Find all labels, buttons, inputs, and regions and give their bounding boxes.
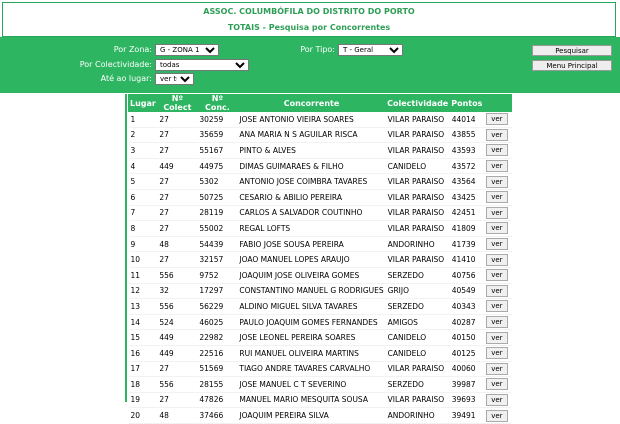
ver-button[interactable]: ver	[486, 144, 508, 156]
cell-n-conc: 30259	[197, 112, 237, 127]
cell-pontos: 43855	[450, 127, 484, 143]
cell-n-colect: 449	[157, 345, 197, 361]
cell-lugar: 14	[129, 314, 158, 330]
table-row	[129, 283, 513, 299]
cell-lugar: 4	[129, 158, 158, 174]
menu-principal-button[interactable]: Menu Principal	[532, 60, 612, 71]
ver-button[interactable]: ver	[486, 347, 508, 359]
cell-lugar: 15	[129, 330, 158, 346]
cell-action	[484, 345, 513, 361]
cell-colectividade: VILAR PARAISO	[386, 361, 450, 377]
cell-colectividade: VILAR PARAISO	[386, 392, 450, 408]
cell-colectividade: SERZEDO	[386, 299, 450, 315]
cell-colectividade: VILAR PARAISO	[386, 252, 450, 268]
cell-n-conc: 22982	[197, 330, 237, 346]
cell-lugar: 1	[129, 112, 158, 127]
cell-action	[484, 221, 513, 237]
cell-lugar: 7	[129, 205, 158, 221]
cell-action	[484, 158, 513, 174]
cell-n-conc: 28155	[197, 377, 237, 393]
results-table	[128, 94, 512, 424]
col-lugar: Lugar	[129, 94, 158, 112]
cell-lugar: 8	[129, 221, 158, 237]
cell-concorrente: JOAQUIM PEREIRA SILVA	[237, 408, 385, 424]
cell-n-colect: 27	[157, 252, 197, 268]
cell-n-colect: 27	[157, 189, 197, 205]
cell-colectividade: VILAR PARAISO	[386, 143, 450, 159]
cell-colectividade: VILAR PARAISO	[386, 174, 450, 190]
cell-concorrente: CONSTANTINO MANUEL G RODRIGUES	[237, 283, 385, 299]
cell-action	[484, 143, 513, 159]
cell-concorrente: CARLOS A SALVADOR COUTINHO	[237, 205, 385, 221]
cell-n-conc: 46025	[197, 314, 237, 330]
cell-n-conc: 28119	[197, 205, 237, 221]
cell-pontos: 40287	[450, 314, 484, 330]
cell-n-conc: 32157	[197, 252, 237, 268]
cell-pontos: 39491	[450, 408, 484, 424]
cell-action	[484, 408, 513, 424]
cell-lugar: 9	[129, 236, 158, 252]
table-row	[129, 361, 513, 377]
cell-colectividade: VILAR PARAISO	[386, 112, 450, 127]
cell-colectividade: GRIJO	[386, 283, 450, 299]
ver-button[interactable]: ver	[486, 207, 508, 219]
table-row	[129, 174, 513, 190]
cell-lugar: 16	[129, 345, 158, 361]
table-row	[129, 377, 513, 393]
cell-colectividade: ANDORINHO	[386, 236, 450, 252]
cell-n-colect: 556	[157, 267, 197, 283]
page-title: ASSOC. COLUMBÓFILA DO DISTRITO DO PORTO	[203, 7, 415, 16]
cell-colectividade: CANIDELO	[386, 345, 450, 361]
lugar-select[interactable]	[155, 73, 194, 85]
colectividade-select[interactable]	[155, 59, 249, 71]
cell-pontos: 39987	[450, 377, 484, 393]
cell-action	[484, 127, 513, 143]
cell-pontos: 43572	[450, 158, 484, 174]
col-n-conc: Nº Conc.	[197, 94, 237, 112]
cell-concorrente: ALDINO MIGUEL SILVA TAVARES	[237, 299, 385, 315]
cell-action	[484, 377, 513, 393]
table-row	[129, 330, 513, 346]
cell-n-conc: 5302	[197, 174, 237, 190]
cell-n-colect: 556	[157, 299, 197, 315]
tipo-label: Por Tipo:	[300, 45, 335, 54]
table-row	[129, 112, 513, 127]
tipo-select[interactable]	[338, 44, 403, 56]
table-row	[129, 408, 513, 424]
cell-n-conc: 9752	[197, 267, 237, 283]
cell-pontos: 43425	[450, 189, 484, 205]
cell-action	[484, 330, 513, 346]
table-row	[129, 221, 513, 237]
cell-n-conc: 37466	[197, 408, 237, 424]
col-colectividade: Colectividade	[386, 94, 450, 112]
cell-colectividade: VILAR PARAISO	[386, 127, 450, 143]
cell-colectividade: AMIGOS	[386, 314, 450, 330]
cell-concorrente: JOSE MANUEL C T SEVERINO	[237, 377, 385, 393]
cell-n-colect: 27	[157, 127, 197, 143]
cell-pontos: 40756	[450, 267, 484, 283]
table-left-border	[125, 94, 127, 402]
cell-concorrente: ANTONIO JOSE COIMBRA TAVARES	[237, 174, 385, 190]
col-action	[484, 94, 513, 112]
cell-lugar: 19	[129, 392, 158, 408]
cell-n-conc: 54439	[197, 236, 237, 252]
cell-n-conc: 55167	[197, 143, 237, 159]
cell-pontos: 43564	[450, 174, 484, 190]
header-box	[2, 2, 616, 37]
ver-button[interactable]: ver	[486, 238, 508, 250]
cell-n-colect: 556	[157, 377, 197, 393]
cell-colectividade: VILAR PARAISO	[386, 205, 450, 221]
cell-pontos: 41739	[450, 236, 484, 252]
cell-action	[484, 252, 513, 268]
cell-colectividade: CANIDELO	[386, 158, 450, 174]
cell-pontos: 39693	[450, 392, 484, 408]
filter-panel	[0, 37, 620, 93]
cell-action	[484, 267, 513, 283]
table-row	[129, 205, 513, 221]
cell-concorrente: JOAQUIM JOSE OLIVEIRA GOMES	[237, 267, 385, 283]
ver-button[interactable]: ver	[486, 410, 508, 422]
cell-n-conc: 50725	[197, 189, 237, 205]
cell-lugar: 12	[129, 283, 158, 299]
cell-pontos: 40125	[450, 345, 484, 361]
cell-pontos: 41809	[450, 221, 484, 237]
cell-concorrente: JOSE ANTONIO VIEIRA SOARES	[237, 112, 385, 127]
table-row	[129, 127, 513, 143]
cell-pontos: 44014	[450, 112, 484, 127]
cell-concorrente: JOAO MANUEL LOPES ARAUJO	[237, 252, 385, 268]
cell-n-colect: 27	[157, 112, 197, 127]
cell-lugar: 18	[129, 377, 158, 393]
ver-button[interactable]: ver	[486, 363, 508, 375]
cell-concorrente: TIAGO ANDRE TAVARES CARVALHO	[237, 361, 385, 377]
ver-button[interactable]: ver	[486, 176, 508, 188]
cell-pontos: 40150	[450, 330, 484, 346]
cell-concorrente: CESARIO & ABILIO PEREIRA	[237, 189, 385, 205]
cell-lugar: 17	[129, 361, 158, 377]
table-row	[129, 314, 513, 330]
cell-colectividade: ANDORINHO	[386, 408, 450, 424]
ver-button[interactable]: ver	[486, 191, 508, 203]
cell-lugar: 10	[129, 252, 158, 268]
cell-n-conc: 56229	[197, 299, 237, 315]
table-row	[129, 252, 513, 268]
cell-n-conc: 17297	[197, 283, 237, 299]
cell-lugar: 6	[129, 189, 158, 205]
cell-n-conc: 44975	[197, 158, 237, 174]
cell-n-colect: 27	[157, 174, 197, 190]
cell-action	[484, 205, 513, 221]
cell-pontos: 40060	[450, 361, 484, 377]
zona-label: Por Zona:	[113, 45, 152, 54]
cell-lugar: 20	[129, 408, 158, 424]
cell-n-conc: 51569	[197, 361, 237, 377]
cell-pontos: 42451	[450, 205, 484, 221]
cell-action	[484, 112, 513, 127]
ver-button[interactable]: ver	[486, 129, 508, 141]
cell-n-colect: 27	[157, 205, 197, 221]
cell-lugar: 3	[129, 143, 158, 159]
cell-lugar: 5	[129, 174, 158, 190]
ver-button[interactable]: ver	[486, 113, 508, 125]
ver-button[interactable]: ver	[486, 394, 508, 406]
cell-colectividade: SERZEDO	[386, 377, 450, 393]
cell-n-colect: 449	[157, 330, 197, 346]
cell-colectividade: SERZEDO	[386, 267, 450, 283]
ver-button[interactable]: ver	[486, 285, 508, 297]
cell-n-conc: 35659	[197, 127, 237, 143]
cell-concorrente: MANUEL MARIO MESQUITA SOUSA	[237, 392, 385, 408]
cell-lugar: 13	[129, 299, 158, 315]
cell-n-colect: 27	[157, 221, 197, 237]
cell-concorrente: JOSE LEONEL PEREIRA SOARES	[237, 330, 385, 346]
cell-concorrente: REGAL LOFTS	[237, 221, 385, 237]
ver-button[interactable]: ver	[486, 378, 508, 390]
ver-button[interactable]: ver	[486, 316, 508, 328]
cell-concorrente: PINTO & ALVES	[237, 143, 385, 159]
cell-action	[484, 314, 513, 330]
table-row	[129, 236, 513, 252]
cell-colectividade: VILAR PARAISO	[386, 221, 450, 237]
table-row	[129, 267, 513, 283]
cell-concorrente: DIMAS GUIMARAES & FILHO	[237, 158, 385, 174]
page-subtitle: TOTAIS - Pesquisa por Concorrentes	[227, 23, 391, 32]
cell-action	[484, 361, 513, 377]
cell-n-conc: 22516	[197, 345, 237, 361]
table-row	[129, 158, 513, 174]
cell-n-conc: 47826	[197, 392, 237, 408]
cell-action	[484, 189, 513, 205]
table-row	[129, 189, 513, 205]
cell-lugar: 2	[129, 127, 158, 143]
cell-concorrente: ANA MARIA N S AGUILAR RISCA	[237, 127, 385, 143]
cell-n-colect: 32	[157, 283, 197, 299]
lugar-label: Até ao lugar:	[100, 74, 152, 83]
cell-action	[484, 392, 513, 408]
table-row	[129, 299, 513, 315]
cell-action	[484, 283, 513, 299]
cell-n-colect: 27	[157, 392, 197, 408]
col-n-colect: Nº Colect	[157, 94, 197, 112]
cell-concorrente: PAULO JOAQUIM GOMES FERNANDES	[237, 314, 385, 330]
cell-colectividade: VILAR PARAISO	[386, 189, 450, 205]
cell-colectividade: CANIDELO	[386, 330, 450, 346]
cell-n-conc: 55002	[197, 221, 237, 237]
cell-n-colect: 48	[157, 408, 197, 424]
cell-lugar: 11	[129, 267, 158, 283]
ver-button[interactable]: ver	[486, 300, 508, 312]
cell-pontos: 43593	[450, 143, 484, 159]
cell-n-colect: 27	[157, 361, 197, 377]
ver-button[interactable]: ver	[486, 160, 508, 172]
cell-concorrente: FABIO JOSE SOUSA PEREIRA	[237, 236, 385, 252]
ver-button[interactable]: ver	[486, 222, 508, 234]
col-pontos: Pontos	[450, 94, 484, 112]
colectividade-label: Por Colectividade:	[79, 60, 152, 69]
cell-n-colect: 449	[157, 158, 197, 174]
cell-concorrente: RUI MANUEL OLIVEIRA MARTINS	[237, 345, 385, 361]
cell-pontos: 40343	[450, 299, 484, 315]
cell-action	[484, 174, 513, 190]
ver-button[interactable]: ver	[486, 269, 508, 281]
cell-pontos: 40549	[450, 283, 484, 299]
cell-n-colect: 48	[157, 236, 197, 252]
table-header-row	[129, 94, 513, 112]
cell-n-colect: 524	[157, 314, 197, 330]
ver-button[interactable]: ver	[486, 254, 508, 266]
table-row	[129, 143, 513, 159]
cell-action	[484, 236, 513, 252]
zona-select[interactable]	[155, 44, 219, 56]
col-concorrente: Concorrente	[237, 94, 385, 112]
ver-button[interactable]: ver	[486, 332, 508, 344]
table-row	[129, 392, 513, 408]
table-row	[129, 345, 513, 361]
cell-pontos: 41410	[450, 252, 484, 268]
cell-action	[484, 299, 513, 315]
cell-n-colect: 27	[157, 143, 197, 159]
pesquisar-button[interactable]: Pesquisar	[532, 45, 612, 56]
